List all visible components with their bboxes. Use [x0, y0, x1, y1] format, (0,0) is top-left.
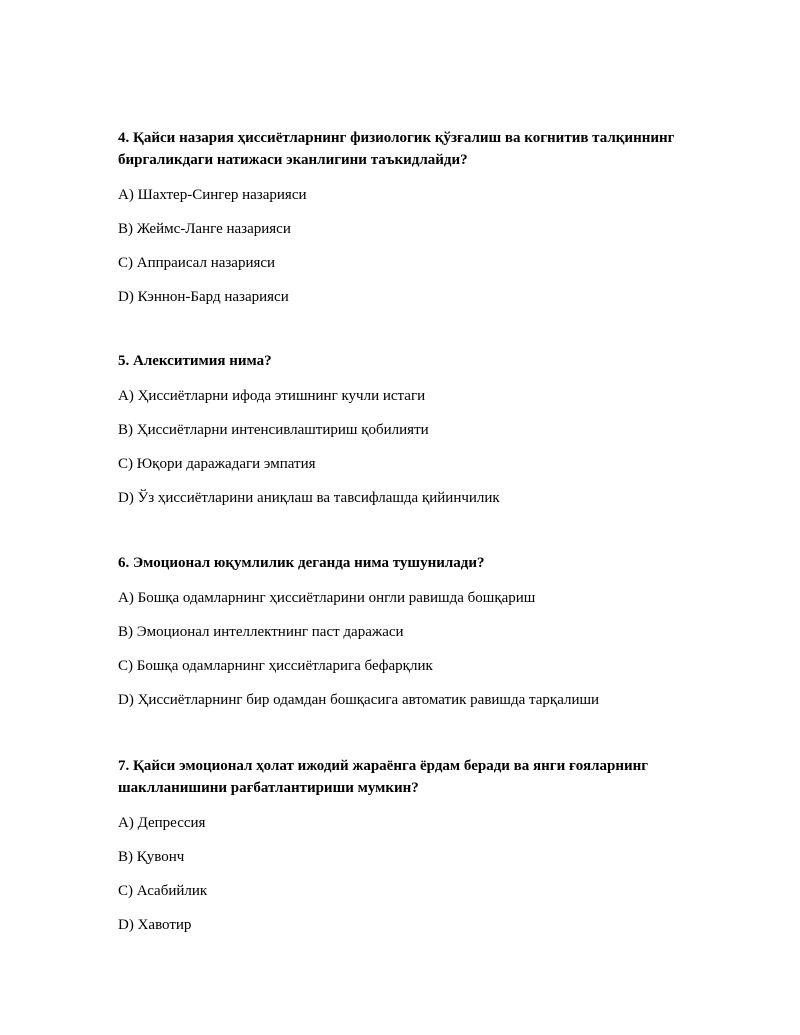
option-b: B) Жеймс-Ланге назарияси — [118, 221, 291, 237]
question-text: 7. Қайси эмоционал ҳолат ижодий жараёнга ёрдам беради ва янги ғояларнинг шаклланишини рағбатлантириши мумкин? — [118, 758, 649, 796]
option-c: C) Асабийлик — [118, 883, 208, 899]
question-5 — [118, 350, 718, 508]
option-d: D) Хавотир — [118, 917, 192, 933]
option-d: D) Кэннон-Бард назарияси — [118, 289, 289, 305]
question-text: 6. Эмоционал юқумлилик деганда нима тушунилади? — [118, 555, 485, 571]
option-c: C) Аппраисал назарияси — [118, 255, 276, 271]
option-c: C) Юқори даражадаги эмпатия — [118, 456, 316, 472]
option-b: B) Эмоционал интеллектнинг паст даражаси — [118, 624, 404, 640]
option-a: A) Депрессия — [118, 815, 206, 831]
question-text: 4. Қайси назария ҳиссиётларнинг физиологик қўзғалиш ва когнитив талқиннинг биргаликдаги натижаси эканлигини таъкидлайди? — [118, 130, 675, 168]
question-4 — [118, 127, 718, 307]
option-d: D) Ўз ҳиссиётларини аниқлаш ва тавсифлашда қийинчилик — [118, 490, 500, 506]
option-a: A) Шахтер-Сингер назарияси — [118, 187, 307, 203]
option-a: A) Ҳиссиётларни ифода этишнинг кучли истаги — [118, 388, 426, 404]
option-b: B) Қувонч — [118, 849, 185, 865]
option-a: A) Бошқа одамларнинг ҳиссиётларини онгли равишда бошқариш — [118, 590, 536, 606]
question-text: 5. Алекситимия нима? — [118, 353, 272, 369]
option-d: D) Ҳиссиётларнинг бир одамдан бошқасига автоматик равишда тарқалиши — [118, 692, 600, 708]
option-c: C) Бошқа одамларнинг ҳиссиётларига бефарқлик — [118, 658, 433, 674]
option-b: B) Ҳиссиётларни интенсивлаштириш қобилияти — [118, 422, 429, 438]
question-7 — [118, 755, 718, 935]
question-6 — [118, 552, 718, 710]
